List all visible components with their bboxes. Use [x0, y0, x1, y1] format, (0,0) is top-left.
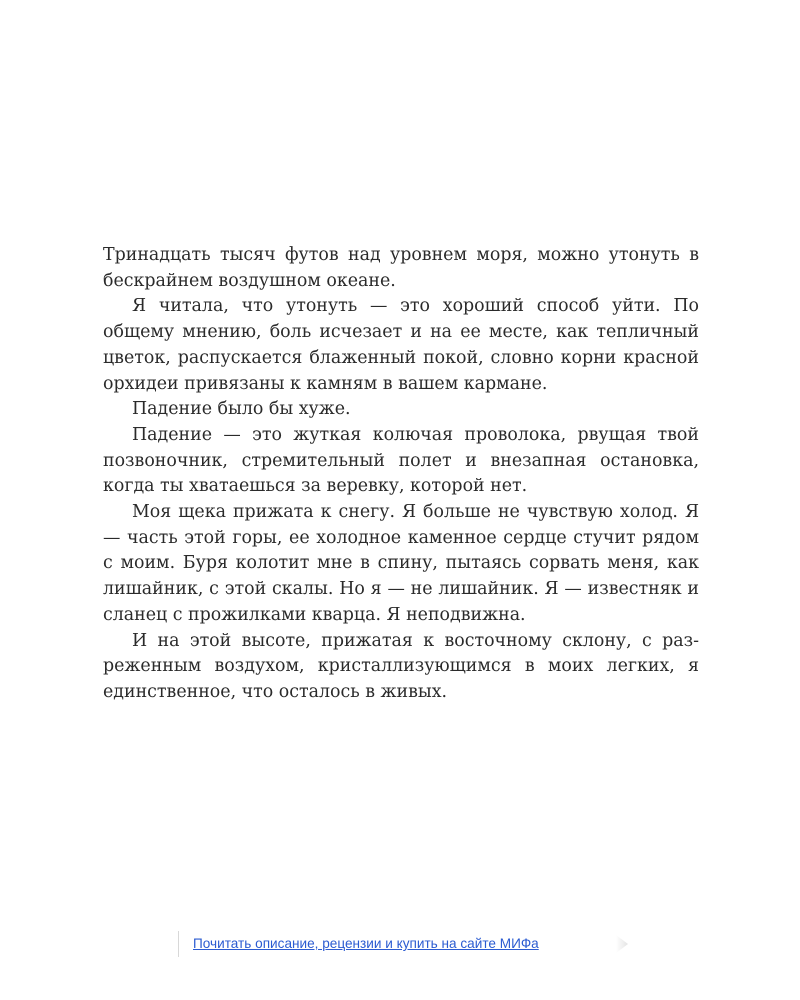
paragraph-1: Тринадцать тысяч футов над уровнем моря, можно утонуть в бескрайнем воздушном океане.: [103, 245, 699, 291]
paragraph-3: Падение было бы хуже.: [132, 399, 351, 420]
paragraph-2: Я читала, что утонуть — это хороший способ уйти. По общему мнению, боль исчезает и на ее месте, как тепличный цветок, распускается блаженный покой, словно корни красной орхидеи привязаны к камням в вашем кармане.: [103, 296, 699, 394]
publisher-link[interactable]: Почитать описание, рецензии и купить на сайте МИФа: [193, 936, 539, 951]
publisher-link-box: [178, 931, 622, 957]
paragraph-5: Моя щека прижата к снегу. Я больше не чувствую холод. Я — часть этой горы, ее холодное каменное сердце стучит рядом с моим. Буря колотит мне в спину, пытаясь сорвать меня, как лишайник, с этой скалы. Но я — не лишайник. Я — известняк и сланец с прожилками кварца. Я неподвижна.: [103, 502, 699, 625]
excerpt-text: [103, 243, 699, 706]
paragraph-6: И на этой высоте, прижатая к восточному склону, с разреженным воздухом, кристаллизующимся в моих легких, я единственное, что осталось в живых.: [103, 630, 699, 702]
paragraph-4: Падение — это жуткая колючая проволока, рвущая твой позвоночник, стремительный полет и внезапная остановка, когда ты хватаешься за веревку, которой нет.: [103, 424, 699, 497]
